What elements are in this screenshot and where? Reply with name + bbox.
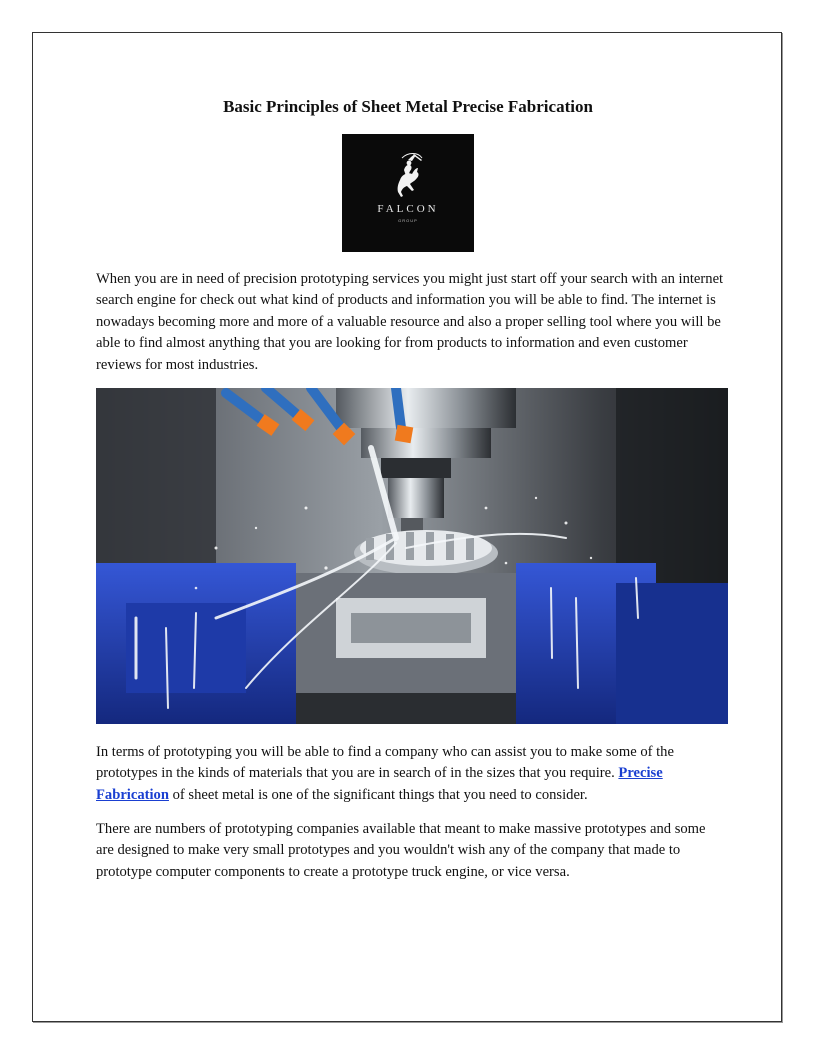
- logo-brand-text: FALCON: [377, 203, 439, 215]
- logo-sub-text: GROUP: [398, 218, 418, 223]
- precise-fabrication-link[interactable]: Precise Fabrication: [96, 765, 663, 803]
- paragraph-prototyping-tail: of sheet metal is one of the significant things that you need to consider.: [168, 786, 588, 803]
- falcon-logo: [342, 134, 474, 252]
- paragraph-intro: When you are in need of precision prototyping services you might just start off your search with an internet search engine for check out what kind of products and information you will be able to find. The internet is nowadays becoming more and more of a valuable resource and also a proper selling tool where you will be able to find almost anything that you are looking for from products to information and even customer reviews for most industries.: [96, 271, 724, 373]
- page-title: Basic Principles of Sheet Metal Precise Fabrication: [223, 97, 593, 116]
- paragraph-companies: There are numbers of prototyping companies available that meant to make massive prototypes and some are designed to make very small prototypes and you wouldn't wish any of the company that made to prototype computer components to create a prototype truck engine, or vice versa.: [96, 821, 706, 880]
- horse-archer-icon: [342, 134, 474, 252]
- paragraph-prototyping: [96, 742, 726, 806]
- cnc-milling-photo: [96, 388, 728, 724]
- paragraph-prototyping-text: In terms of prototyping you will be able to find a company who can assist you to make some of the prototypes in the kinds of materials that you are in search of in the sizes that you require.: [96, 744, 674, 782]
